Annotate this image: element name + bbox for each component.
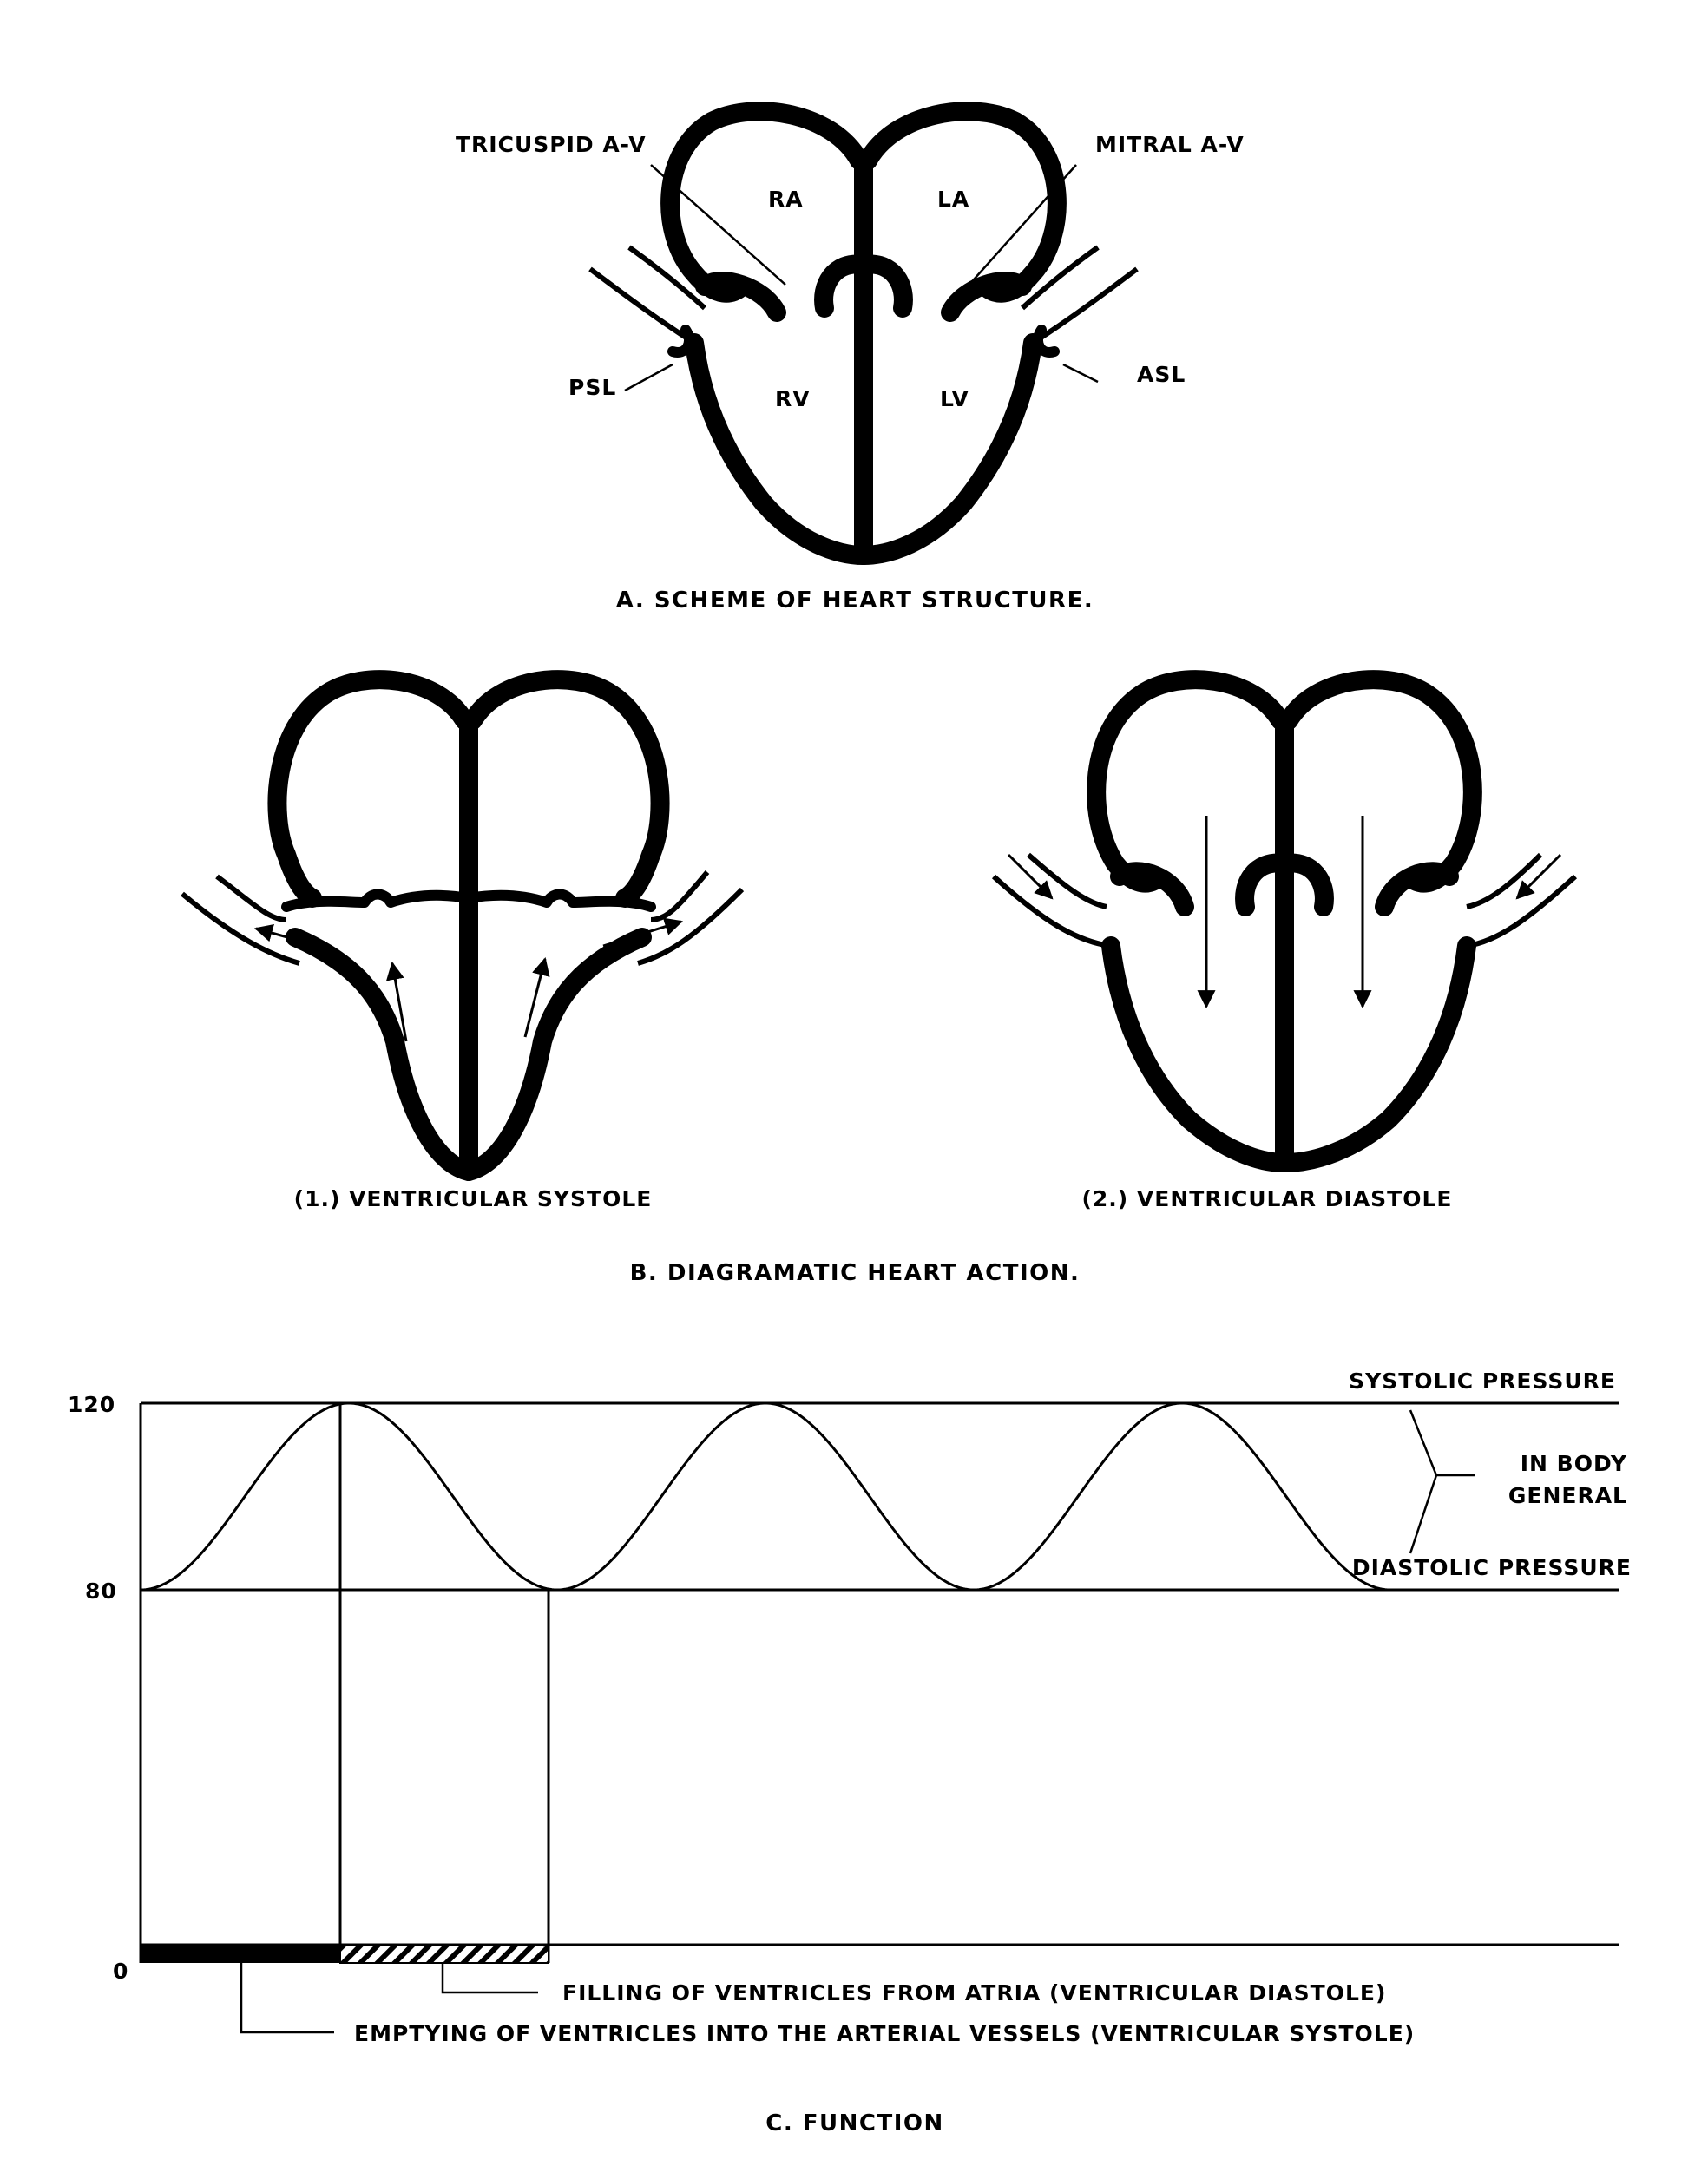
systole-left-ventricle [469, 937, 642, 1172]
diastolic-label: DIASTOLIC PRESSURE [1351, 1555, 1632, 1580]
left-ventricle-wall [864, 343, 1033, 555]
diastole-left-atrium [1289, 679, 1473, 883]
mitral-label: MITRAL A-V [1095, 132, 1245, 157]
caption-a: A. SCHEME OF HEART STRUCTURE. [615, 587, 1094, 614]
body-label-line1: IN BODY [1520, 1451, 1627, 1476]
systole-diagram [182, 679, 742, 1172]
diastole-right-ventricle [1111, 946, 1284, 1163]
ra-label: RA [768, 187, 804, 212]
diastole-diagram [994, 679, 1575, 1163]
diastole-arrow-4 [1517, 855, 1560, 898]
filling-bar [340, 1945, 549, 1963]
systole-caption: (1.) VENTRICULAR SYSTOLE [293, 1186, 653, 1211]
systole-right-ventricle [295, 937, 469, 1172]
caption-b: B. DIAGRAMATIC HEART ACTION. [629, 1260, 1081, 1286]
caption-c: C. FUNCTION [765, 2110, 944, 2136]
diastole-pulmonary-vessel [994, 855, 1111, 946]
systole-aortic-vessel [638, 872, 742, 963]
y-tick-120: 120 [68, 1392, 116, 1417]
systole-left-atrium [473, 679, 660, 898]
systole-right-atrium [277, 679, 464, 898]
right-ventricle-wall [694, 343, 864, 555]
diastole-aortic-vessel [1467, 855, 1575, 946]
diastole-caption: (2.) VENTRICULAR DIASTOLE [1081, 1186, 1453, 1211]
y-tick-0: 0 [113, 1959, 129, 1984]
y-tick-80: 80 [85, 1579, 117, 1604]
psl-leader [625, 364, 673, 391]
lv-label: LV [940, 386, 969, 411]
filling-label: FILLING OF VENTRICLES FROM ATRIA (VENTRICULAR DIASTOLE) [562, 1980, 1387, 2005]
emptying-bar [141, 1945, 340, 1963]
filling-leader [443, 1963, 538, 1992]
tricuspid-label: TRICUSPID A-V [456, 132, 647, 157]
psl-label: PSL [568, 375, 617, 400]
emptying-leader [241, 1963, 334, 2032]
asl-leader [1063, 364, 1098, 382]
heart-structure-diagram [456, 111, 1245, 555]
body-label-line2: GENERAL [1508, 1483, 1627, 1508]
systole-pulmonary-vessel [182, 876, 299, 963]
systolic-label: SYSTOLIC PRESSURE [1349, 1369, 1616, 1394]
diastole-right-atrium [1096, 679, 1280, 883]
asl-label: ASL [1137, 362, 1186, 387]
la-label: LA [937, 187, 970, 212]
pressure-chart [68, 1369, 1632, 2046]
diastole-left-ventricle [1284, 946, 1467, 1163]
emptying-label: EMPTYING OF VENTRICLES INTO THE ARTERIAL VESSELS (VENTRICULAR SYSTOLE) [354, 2021, 1416, 2046]
rv-label: RV [775, 386, 811, 411]
pressure-wave [141, 1403, 1390, 1590]
body-general-bracket [1410, 1410, 1475, 1553]
